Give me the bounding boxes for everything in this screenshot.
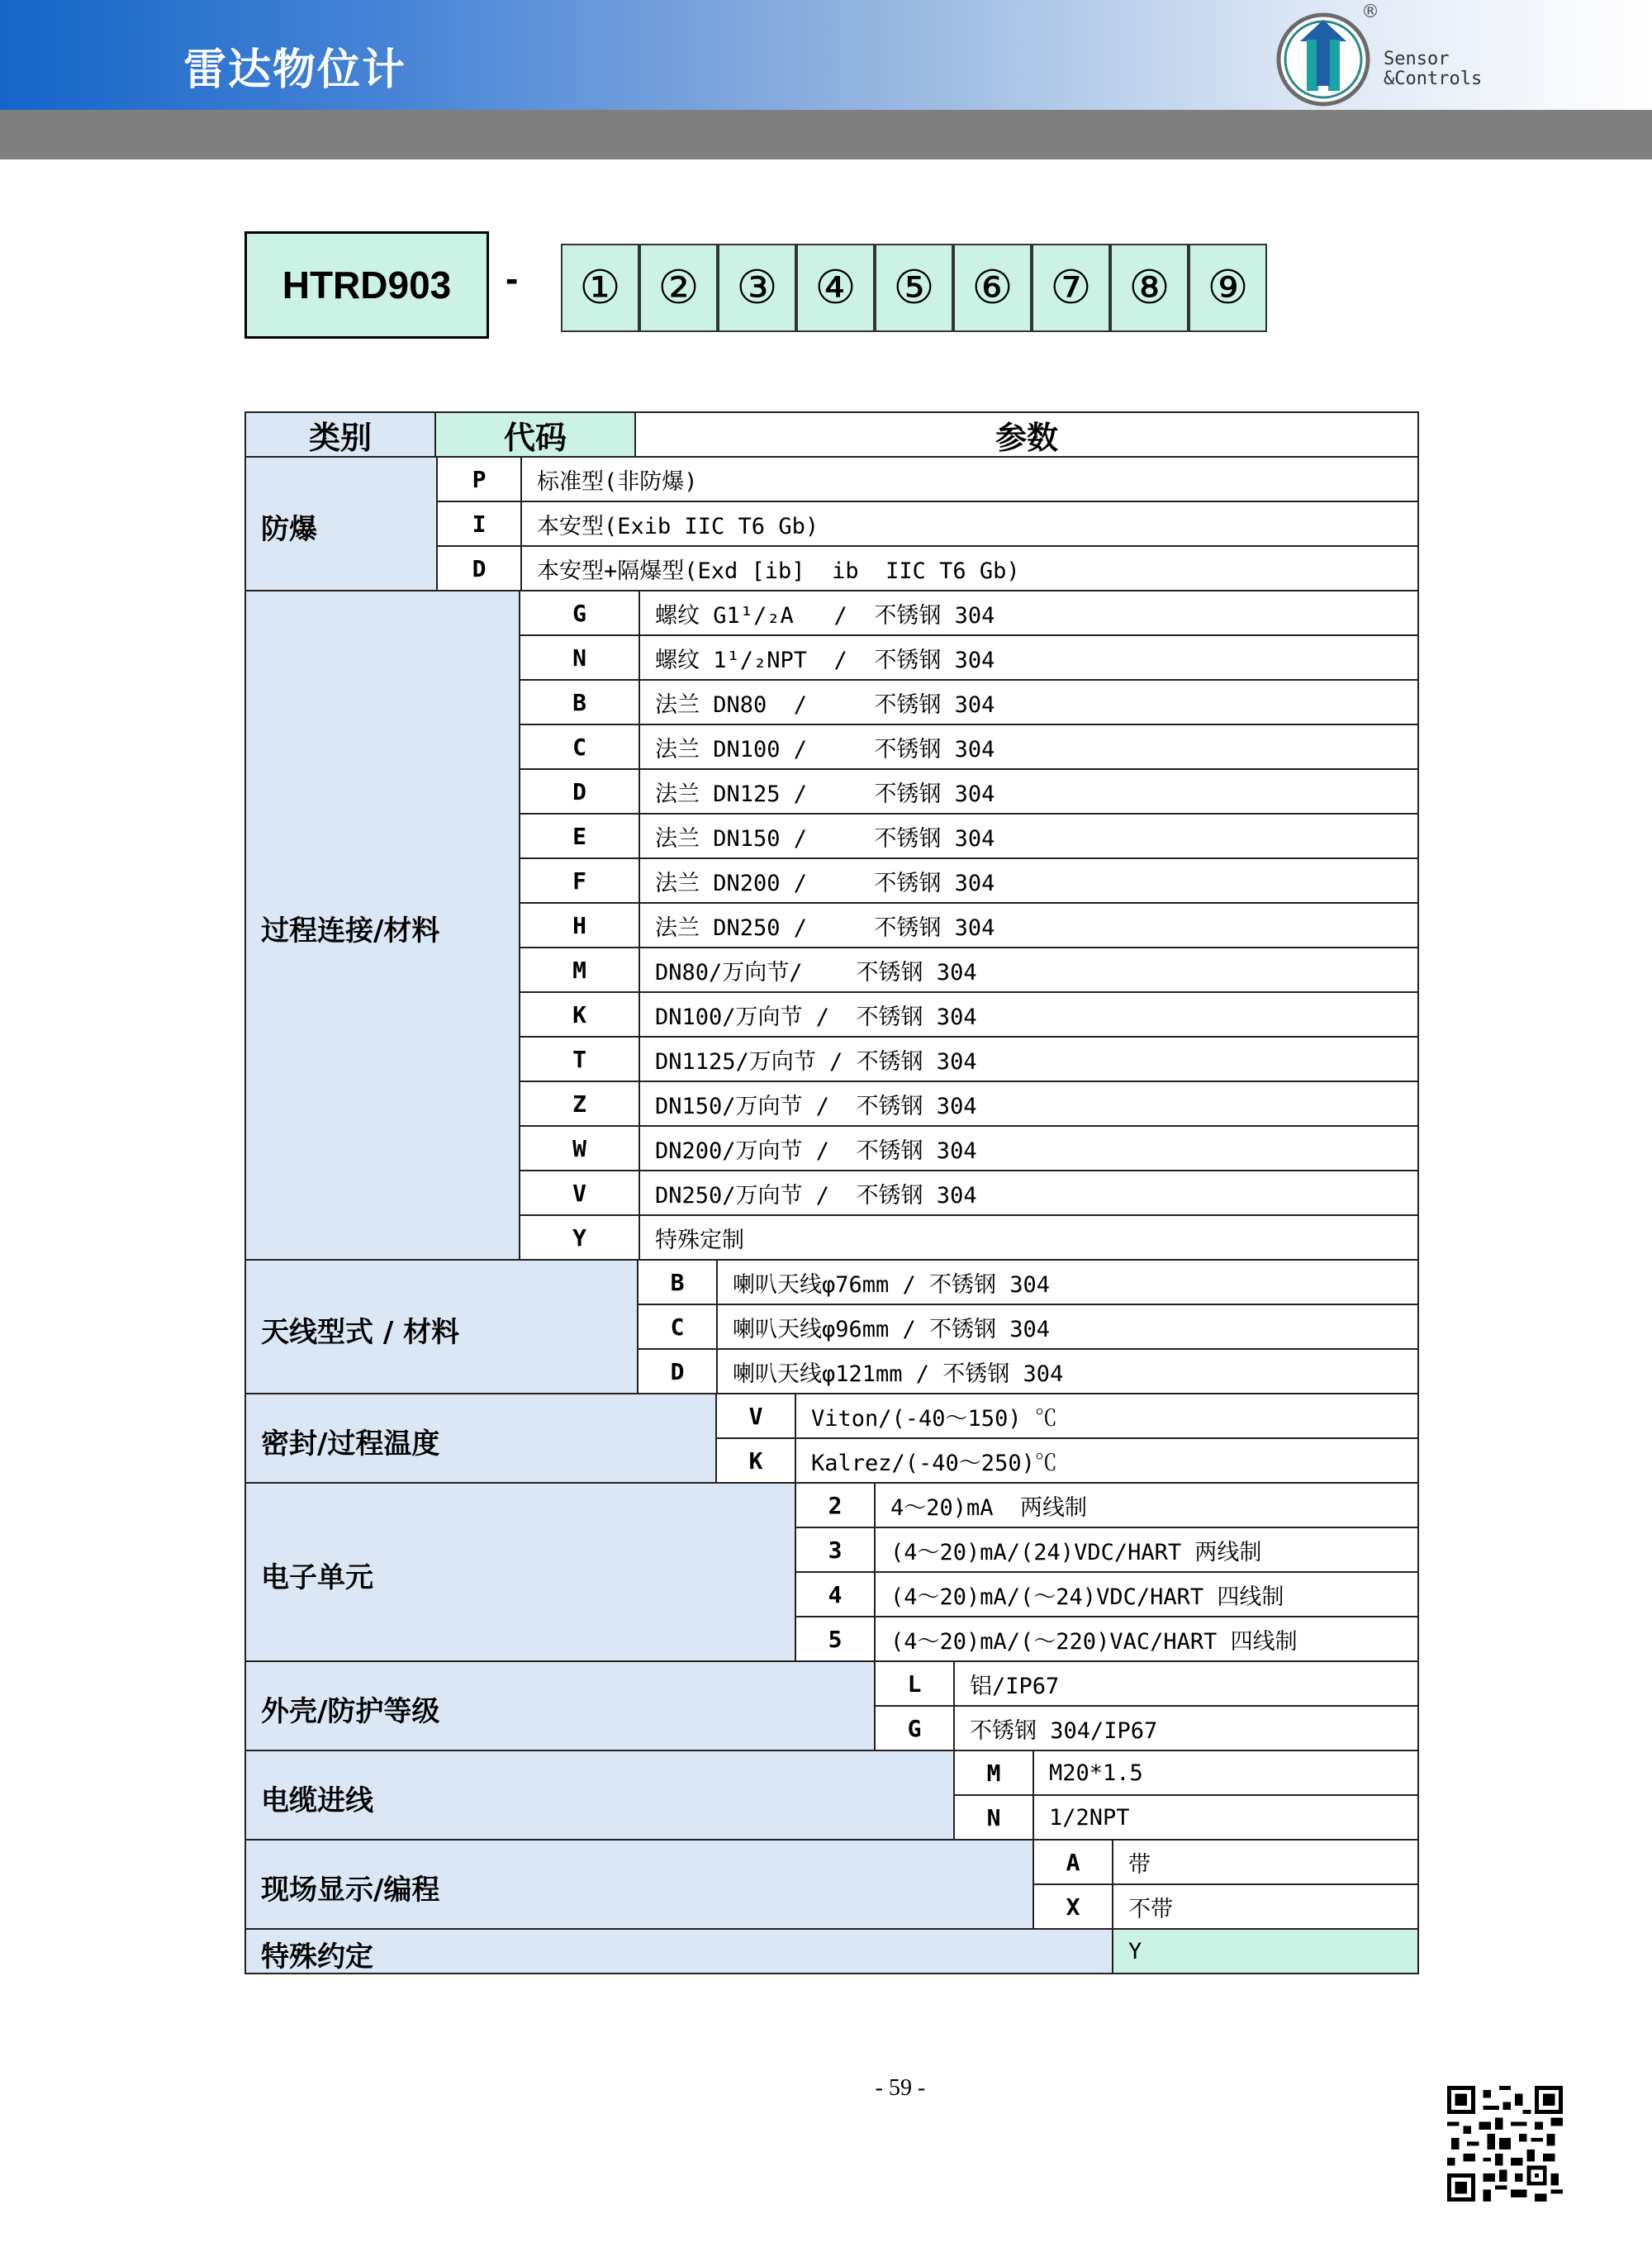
param-cell: 不带 [1112, 1883, 1419, 1930]
param-cell: 铝/IP67 [953, 1660, 1419, 1707]
code-cell: X [1032, 1883, 1113, 1930]
param-cell: 4～20)mA 两线制 [874, 1482, 1419, 1528]
param-cell: 1/2NPT [1032, 1794, 1419, 1841]
category-cell [244, 1259, 638, 1394]
category-cell [244, 1750, 955, 1841]
code-cell: D [436, 545, 522, 591]
brand-line-2: &Controls [1384, 69, 1483, 89]
model-slot-2: ② [639, 244, 718, 332]
param-cell: 法兰 DN150 / 不锈钢 304 [638, 813, 1419, 859]
code-cell: 2 [795, 1482, 876, 1528]
code-cell: M [519, 947, 640, 993]
model-slot-7: ⑦ [1032, 244, 1110, 332]
code-cell: L [874, 1660, 955, 1707]
category-label: 特殊约定 [261, 1940, 373, 1974]
param-cell: 标准型(非防爆) [520, 456, 1419, 502]
code-cell: 4 [795, 1571, 876, 1617]
page-title: 雷达物位计 [183, 45, 407, 95]
param-cell: 法兰 DN200 / 不锈钢 304 [638, 857, 1419, 904]
code-cell: C [637, 1304, 718, 1350]
code-cell: I [436, 501, 522, 547]
param-cell: 法兰 DN80 / 不锈钢 304 [638, 679, 1419, 725]
param-cell: DN200/万向节 / 不锈钢 304 [638, 1125, 1419, 1171]
param-cell: 法兰 DN250 / 不锈钢 304 [638, 902, 1419, 948]
param-cell: (4～20)mA/(24)VDC/HART 两线制 [874, 1527, 1419, 1573]
header-code: 代码 [434, 411, 636, 458]
param-cell: DN80/万向节/ 不锈钢 304 [638, 947, 1419, 993]
code-cell: G [874, 1705, 955, 1751]
param-cell: DN1125/万向节 / 不锈钢 304 [638, 1036, 1419, 1082]
category-cell [244, 1928, 1113, 1974]
category-label: 防爆 [261, 513, 317, 546]
brand-line-1: Sensor [1384, 49, 1450, 69]
model-slot-8: ⑧ [1110, 244, 1189, 332]
param-cell: 喇叭天线φ121mm / 不锈钢 304 [716, 1348, 1419, 1394]
code-cell: T [519, 1036, 640, 1082]
header-gray-bar [0, 110, 1652, 159]
registered-mark: ® [1361, 2, 1379, 22]
brand-text [1384, 50, 1482, 89]
param-cell: 特殊定制 [638, 1214, 1419, 1261]
category-label: 密封/过程温度 [261, 1427, 440, 1461]
param-cell: (4～20)mA/(～24)VDC/HART 四线制 [874, 1571, 1419, 1617]
category-label: 电缆进线 [261, 1784, 373, 1817]
header-category: 类别 [244, 411, 436, 458]
model-slot-5: ⑤ [875, 244, 953, 332]
param-cell: 喇叭天线φ96mm / 不锈钢 304 [716, 1304, 1419, 1350]
model-slot-3: ③ [718, 244, 796, 332]
param-cell: 本安型(Exib IIC T6 Gb) [520, 501, 1419, 547]
category-label: 外壳/防护等级 [261, 1695, 440, 1728]
code-cell: P [436, 456, 522, 502]
company-logo-icon [1275, 12, 1371, 107]
code-cell: D [637, 1348, 718, 1394]
param-cell: DN150/万向节 / 不锈钢 304 [638, 1081, 1419, 1127]
category-cell [244, 590, 520, 1261]
model-slot-1: ① [561, 244, 639, 332]
model-slot-6: ⑥ [953, 244, 1032, 332]
param-cell: M20*1.5 [1032, 1750, 1419, 1796]
code-cell: W [519, 1125, 640, 1171]
param-cell: 带 [1112, 1839, 1419, 1885]
category-cell [244, 1482, 796, 1662]
param-cell: Kalrez/(-40～250)℃ [795, 1437, 1419, 1484]
code-cell: E [519, 813, 640, 859]
param-cell: 螺纹 1¹/₂NPT / 不锈钢 304 [638, 634, 1419, 681]
code-cell: N [953, 1794, 1034, 1841]
code-cell: B [519, 679, 640, 725]
code-cell: V [519, 1170, 640, 1216]
param-cell: 螺纹 G1¹/₂A / 不锈钢 304 [638, 590, 1419, 636]
param-cell: 法兰 DN125 / 不锈钢 304 [638, 768, 1419, 815]
param-cell: 不锈钢 304/IP67 [953, 1705, 1419, 1751]
header-param: 参数 [634, 411, 1419, 458]
category-cell [244, 456, 438, 591]
code-cell: Z [519, 1081, 640, 1127]
code-cell: 5 [795, 1616, 876, 1662]
code-cell: Y [519, 1214, 640, 1261]
param-cell: Viton/(-40～150) ℃ [795, 1393, 1419, 1439]
category-label: 过程连接/材料 [261, 914, 440, 948]
param-cell: (4～20)mA/(～220)VAC/HART 四线制 [874, 1616, 1419, 1662]
code-cell: N [519, 634, 640, 681]
model-code-box: HTRD903 [244, 231, 489, 339]
category-cell [244, 1660, 876, 1751]
param-cell: DN250/万向节 / 不锈钢 304 [638, 1170, 1419, 1216]
category-cell [244, 1393, 717, 1484]
code-cell: C [519, 724, 640, 770]
code-cell: 3 [795, 1527, 876, 1573]
code-cell: F [519, 857, 640, 904]
page-number: - 59 - [875, 2075, 926, 2101]
code-cell: B [637, 1259, 718, 1305]
param-cell: 本安型+隔爆型(Exd [ib] ib IIC T6 Gb) [520, 545, 1419, 591]
category-label: 天线型式 / 材料 [261, 1316, 460, 1349]
special-value: Y [1112, 1928, 1419, 1974]
code-cell: M [953, 1750, 1034, 1796]
code-cell: H [519, 902, 640, 948]
code-cell: K [519, 991, 640, 1038]
model-dash: - [506, 257, 519, 300]
category-label: 现场显示/编程 [261, 1874, 440, 1907]
code-cell: D [519, 768, 640, 815]
code-cell: K [715, 1437, 796, 1484]
param-cell: 法兰 DN100 / 不锈钢 304 [638, 724, 1419, 770]
param-cell: 喇叭天线φ76mm / 不锈钢 304 [716, 1259, 1419, 1305]
model-slot-4: ④ [796, 244, 875, 332]
qr-code-icon [1447, 2086, 1563, 2202]
code-cell: A [1032, 1839, 1113, 1885]
category-cell [244, 1839, 1034, 1930]
category-label: 电子单元 [261, 1561, 373, 1594]
param-cell: DN100/万向节 / 不锈钢 304 [638, 991, 1419, 1038]
model-slot-9: ⑨ [1189, 244, 1267, 332]
code-cell: G [519, 590, 640, 636]
code-cell: V [715, 1393, 796, 1439]
